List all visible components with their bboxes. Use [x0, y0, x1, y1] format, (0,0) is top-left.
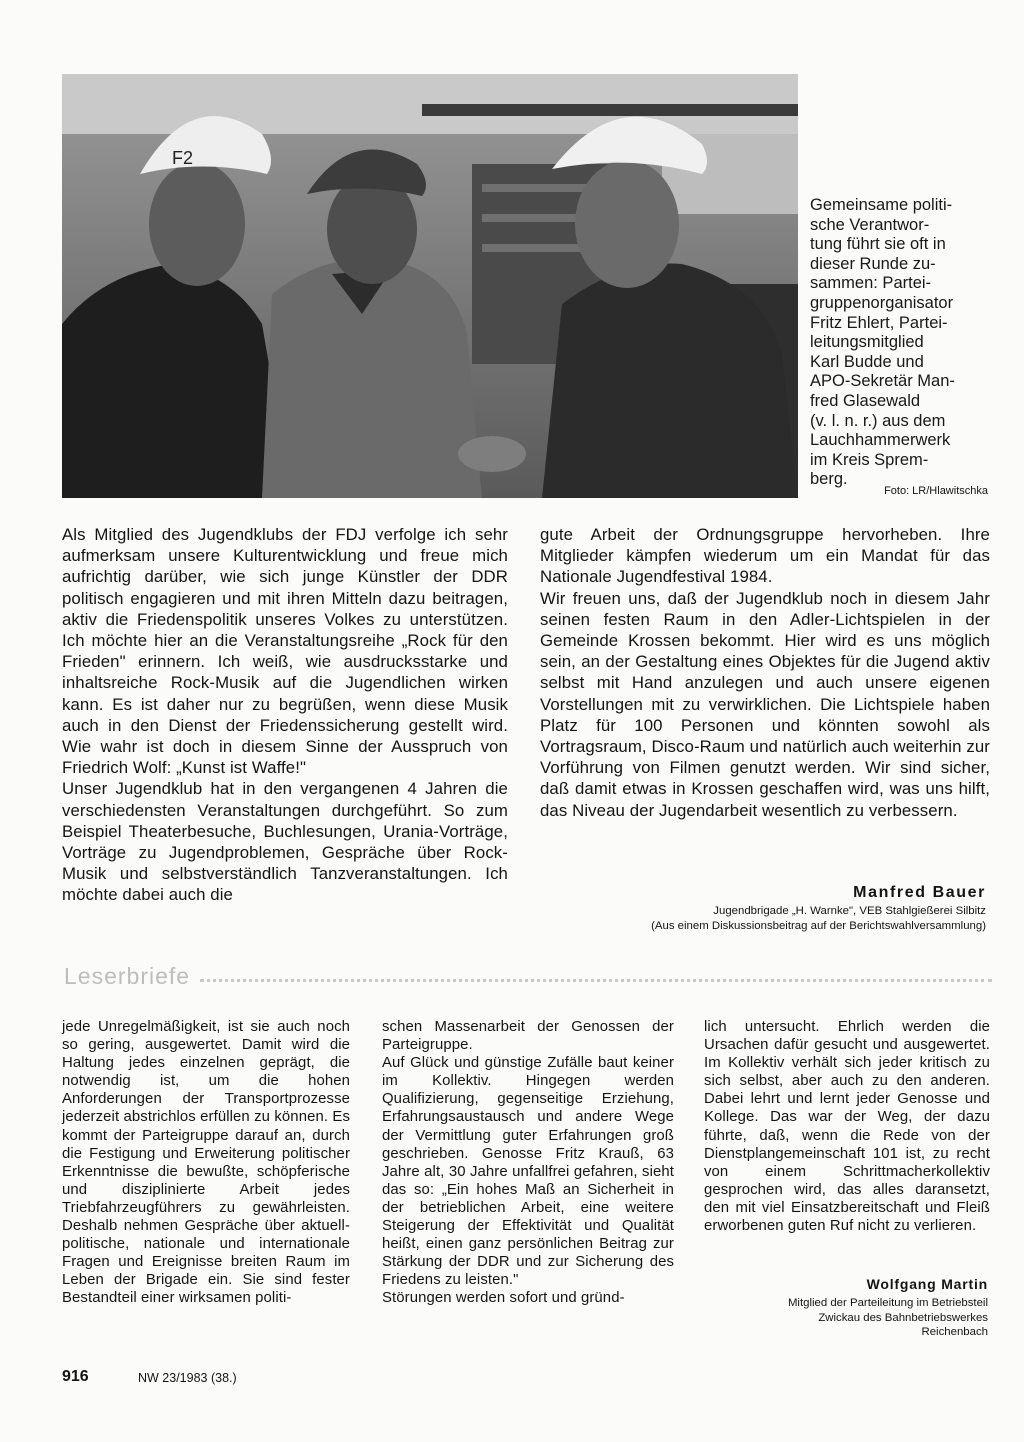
letter2-author-role: Mitglied der Parteileitung im Betriebsteil Zwickau des Bahnbetriebswerkes Reichenbach [787, 1297, 988, 1339]
section-label: Leserbriefe [64, 962, 191, 989]
page-number: 916 [62, 1368, 89, 1385]
news-photo [62, 74, 798, 498]
paragraph: Als Mitglied des Jugendklubs der FDJ verfolge ich sehr aufmerksam unsere Kulturentwicklung und freue mich aufrichtig darüber, wie sich junge Künstler der DDR politisch engagieren und mit ihren Mitteln dazu beitragen, aktiv die Friedenspolitik unseres Volkes zu unterstützen. Ich möchte hier an die Veranstaltungsreihe „Rock für den Frieden" erinnern. Ich weiß, wie ausdrucksstarke und inhaltsreiche Rock-Musik auf die Jugendlichen wirken kann. Es ist daher nur zu begrüßen, wenn diese Musik auch in den Dienst der Friedenssicherung gestellt wird. Wie wahr ist doch in diesem Sinne der Ausspruch von Friedrich Wolf: „Kunst ist Waffe!" [62, 525, 508, 778]
letter1-author-role: Jugendbrigade „H. Warnke", VEB Stahlgießerei Silbitz (Aus einem Diskussionsbeitrag auf der Berichtswahlversammlung) [651, 905, 986, 932]
letter2-column-1 [62, 1018, 350, 1308]
paragraph: jede Unregelmäßigkeit, ist sie auch noch so gering, ausgewertet. Damit wird die Haltung jedes einzelnen geprägt, die notwendig ist, um die hohen Anforderungen der Transportprozesse jederzeit abstrichlos erfüllen zu können. Es kommt der Parteigruppe darauf an, durch die Festigung und Erweiterung politischer Erkenntnisse die bewußte, schöpferische und disziplinierte Arbeit jedes Triebfahrzeugführers zu gewährleisten. Deshalb nehmen Gespräche über aktuell-politische, nationale und internationale Fragen und Ereignisse breiten Raum im Leben der Brigade ein. Sie sind fester Bestandteil einer wirksamen politi- [62, 1019, 350, 1307]
paragraph: gute Arbeit der Ordnungsgruppe hervorheben. Ihre Mitglieder kämpfen wiederum um ein Mandat für das Nationale Jugendfestival 1984. [540, 525, 990, 587]
helmet-marking: F2 [172, 148, 194, 168]
paragraph: lich untersucht. Ehrlich werden die Ursachen dafür gesucht und ausgewertet. Im Kollektiv verhält sich jeder kritisch zu sich selbst, aber auch zu den anderen. Dabei lehrt und lernt jeder Genosse und Kollege. Das war der Weg, der dazu führte, daß, wenn die Rede von der Dienstplangemeinschaft 101 ist, zu recht von einem Schrittmacherkollektiv gesprochen wird, das alles daransetzt, den mit viel Einsatzbereitschaft und Fleiß erworbenen guten Ruf nicht zu verlieren. [704, 1019, 990, 1235]
paragraph: schen Massenarbeit der Genossen der Parteigruppe. [382, 1019, 674, 1054]
letter2-author: Wolfgang Martin [866, 1276, 988, 1292]
paragraph: Auf Glück und günstige Zufälle baut keiner im Kollektiv. Hingegen werden Qualifizierung, gegenseitige Erziehung, Erfahrungsaustausch und andere Wege der Vermittlung guter Erfahrungen groß geschrieben. Genosse Fritz Krauß, 63 Jahre alt, 30 Jahre unfallfrei gefahren, sieht das so: „Ein hohes Maß an Sicherheit in der betrieblichen Arbeit, eine weitere Steigerung der Effektivität und Qualität heißt, einen ganz persönlichen Beitrag zur Stärkung der DDR und zur Sicherung des Friedens zu leisten." [382, 1055, 674, 1289]
letter2-column-3 [704, 1018, 990, 1235]
letter1-author: Manfred Bauer [853, 884, 986, 901]
paragraph: Störungen werden sofort und gründ- [382, 1290, 625, 1307]
photo-credit: Foto: LR/Hlawitschka [884, 485, 988, 497]
issue-label: NW 23/1983 (38.) [138, 1371, 237, 1385]
paragraph: Unser Jugendklub hat in den vergangenen 4 Jahren die verschiedensten Veranstaltungen durchgeführt. So zum Beispiel Theaterbesuche, Buchlesungen, Urania-Vorträge, Vorträge zu Jugendproblemen, Gespräche über Rock-Musik und selbstverständlich Tanzveranstaltungen. Ich möchte dabei auch die [62, 779, 508, 905]
section-header [64, 962, 992, 990]
paragraph: Wir freuen uns, daß der Jugendklub noch in diesem Jahr seinen festen Raum in den Adler-Lichtspielen in der Gemeinde Krossen bekommt. Hier wird es uns möglich sein, an der Gestaltung eines Objektes für die Jugend aktiv selbst mit Hand anzulegen und auch unsere eigenen Vorstellungen mit zu verwirklichen. Die Lichtspiele haben Platz für 100 Personen und könnten sowohl als Vortragsraum, Disco-Raum und natürlich auch weiterhin zur Vorführung von Filmen genutzt werden. Wir sind sicher, daß damit etwas in Krossen geschaffen wird, was uns hilft, das Niveau der Jugendarbeit wesentlich zu verbessern. [540, 588, 990, 820]
photo-illustration [62, 74, 798, 498]
letter1-column-1 [62, 524, 508, 906]
letter1-column-2 [540, 524, 990, 821]
photo-caption: Gemeinsame politi- sche Verantwor- tung führt sie oft in dieser Runde zu- sammen: Partei- gruppenorganisator Fritz Ehlert, Partei- leitungsmitglied Karl Budde und APO-Sekretär Man- fred Glasewald (v. l. n. r.) aus dem Lauchhammerwerk im Kreis Sprem- berg. [810, 196, 955, 489]
letter2-column-2 [382, 1018, 674, 1308]
section-divider [200, 979, 992, 982]
